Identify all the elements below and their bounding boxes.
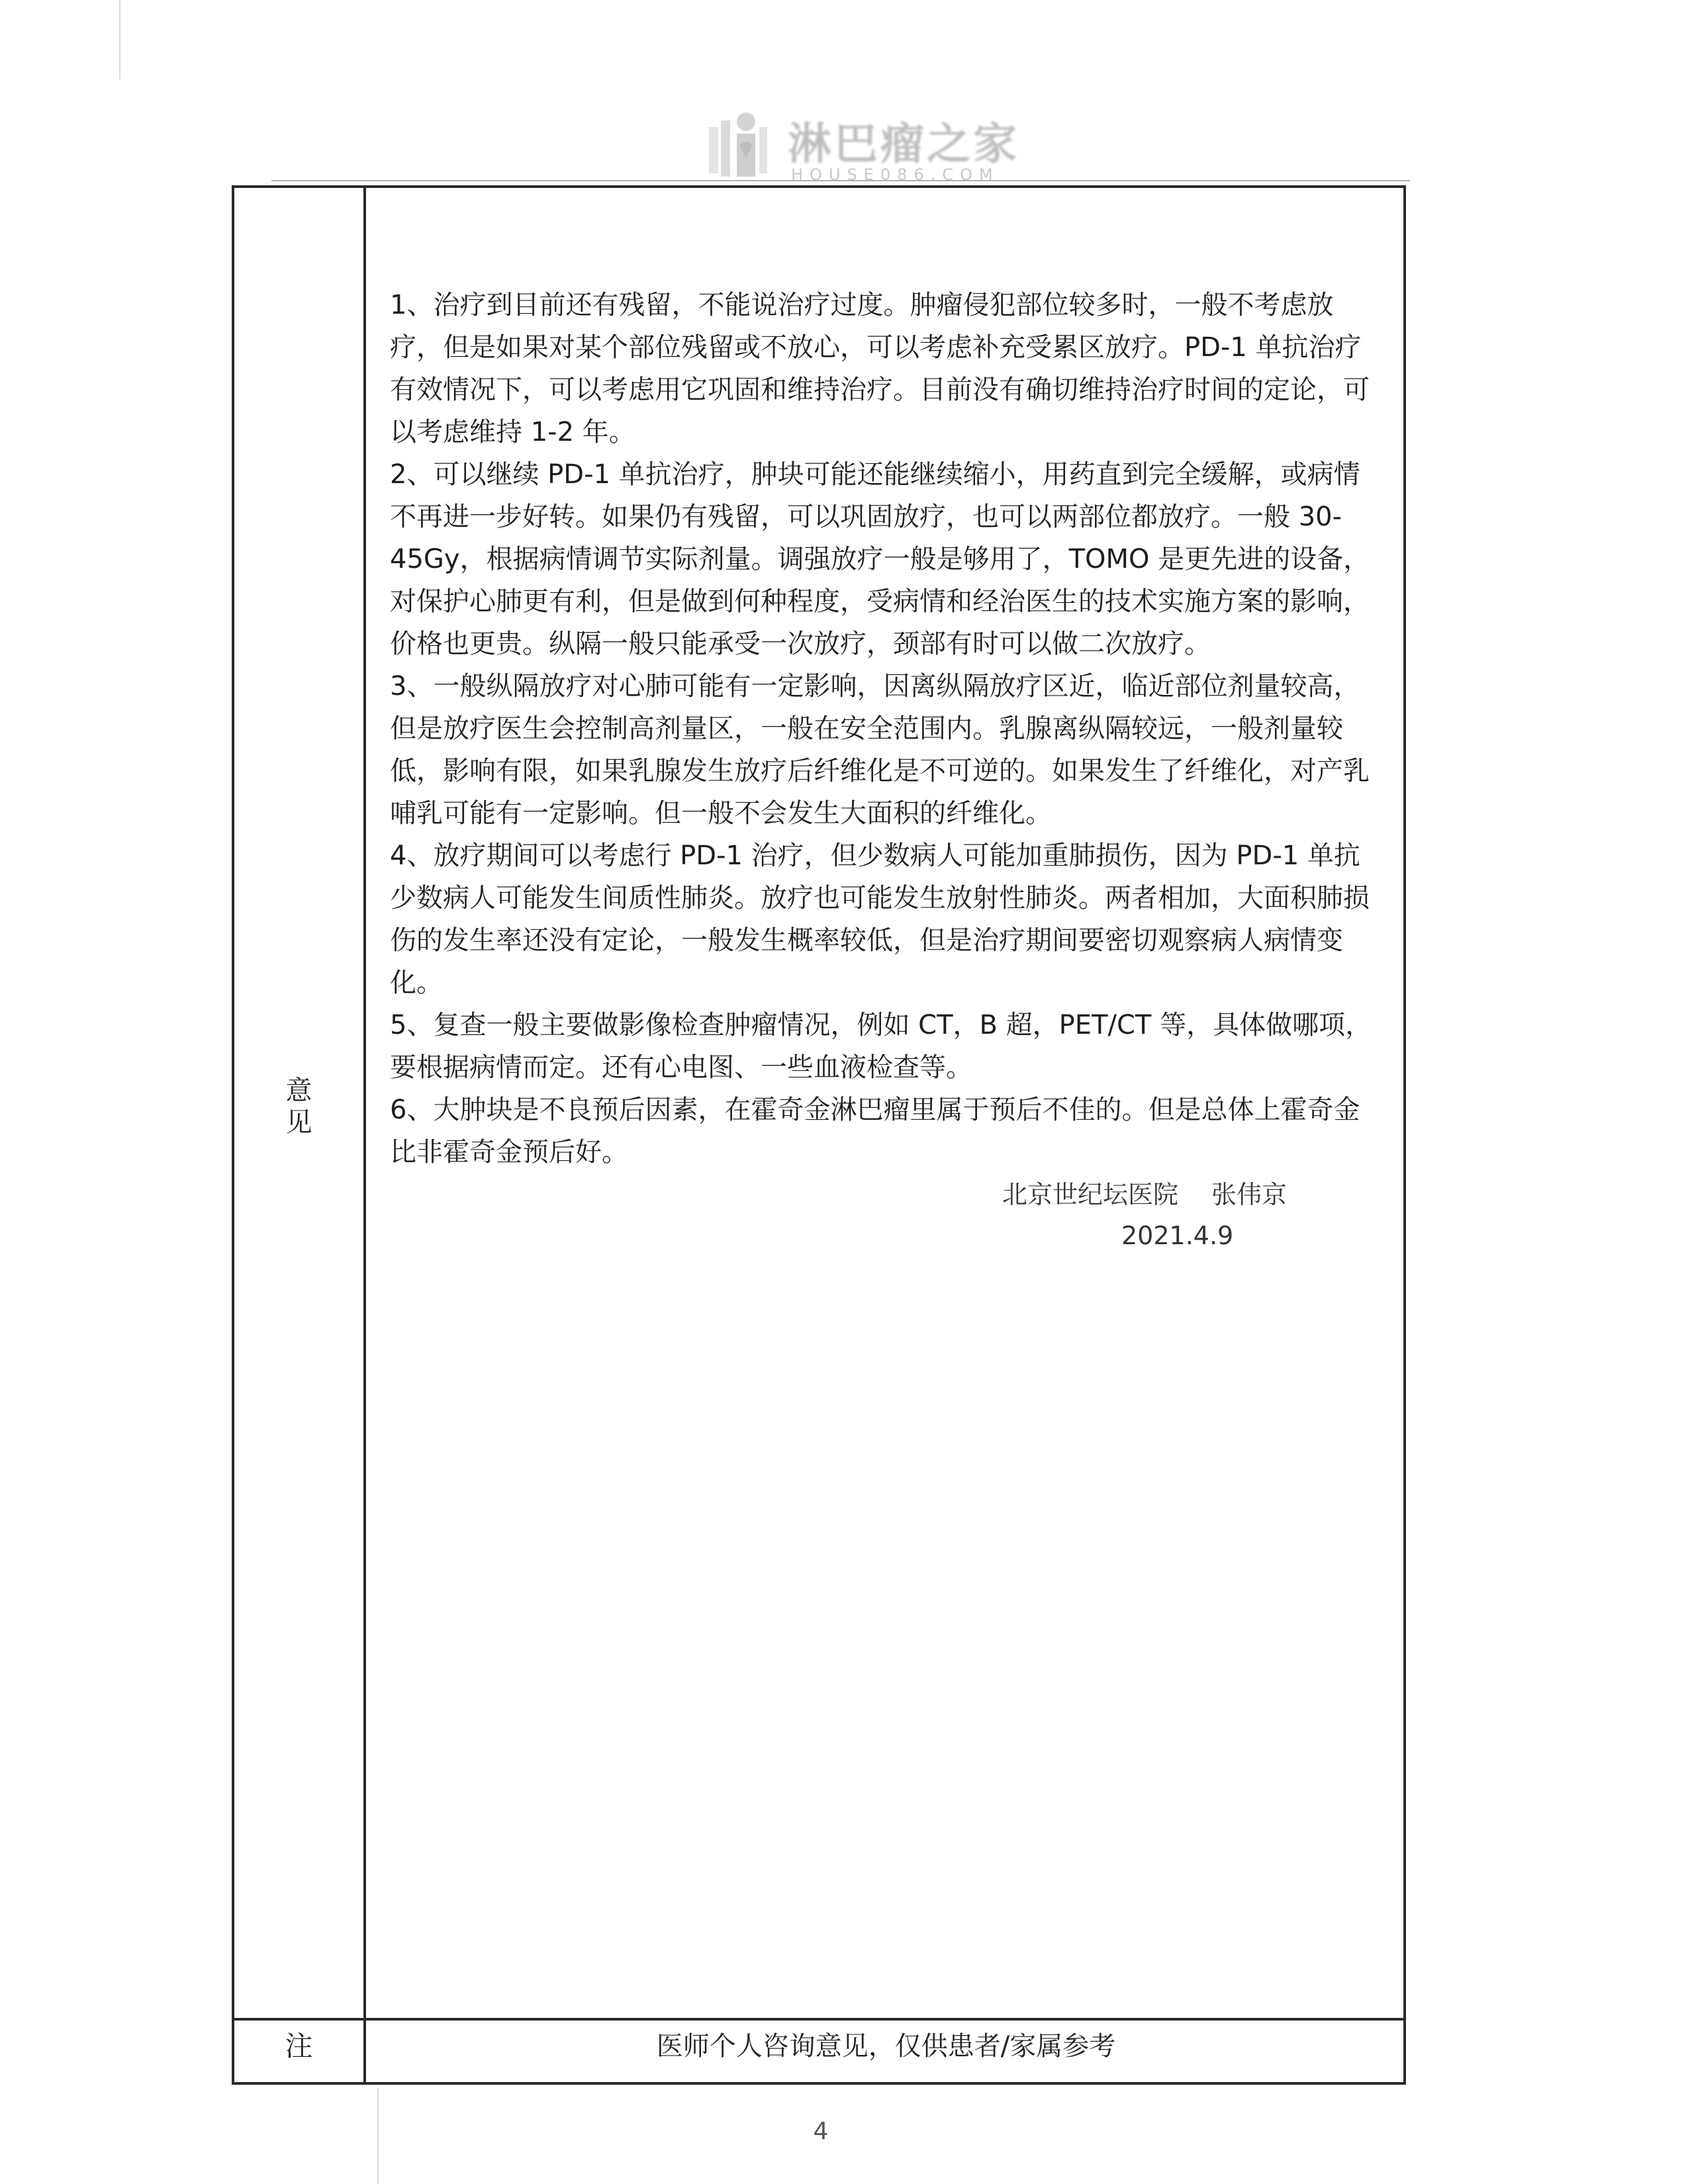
signature-hospital: 北京世纪坛医院	[1002, 1180, 1179, 1209]
logo-domain-text: HOUSE086.COM	[791, 165, 1000, 184]
watermark-logo	[705, 99, 1019, 192]
note-label: 注	[285, 2030, 313, 2062]
row-divider	[234, 2018, 1403, 2021]
opinion-label: 意见	[285, 1075, 312, 1138]
page-number: 4	[813, 2118, 829, 2145]
opinion-form	[232, 185, 1406, 2085]
note-text: 医师个人咨询意见，仅供患者/家属参考	[656, 2031, 1116, 2062]
column-divider	[363, 188, 366, 2082]
opinion-paragraph-4: 4、放疗期间可以考虑行 PD-1 治疗，但少数病人可能加重肺损伤，因为 PD-1 单抗少数病人可能发生间质性肺炎。放疗也可能发生放射性肺炎。两者相加，大面积肺损伤的发生率还没有定论，一般发生概率较低，但是治疗期间要密切观察病人病情变化。	[390, 841, 1370, 998]
logo-people-icon	[705, 107, 778, 183]
scan-artifact-line	[119, 0, 120, 79]
opinion-content	[390, 284, 1383, 1173]
opinion-paragraph-5: 5、复查一般主要做影像检查肿瘤情况，例如 CT，B 超，PET/CT 等，具体做哪项，要根据病情而定。还有心电图、一些血液检查等。	[390, 1010, 1372, 1083]
logo-brand-text: 淋巴瘤之家	[788, 118, 1019, 169]
scan-artifact-line	[377, 2088, 379, 2184]
opinion-paragraph-1: 1、治疗到目前还有残留，不能说治疗过度。肿瘤侵犯部位较多时，一般不考虑放疗，但是如果对某个部位残留或不放心，可以考虑补充受累区放疗。PD-1 单抗治疗有效情况下，可以考虑用它巩固和维持治疗。目前没有确切维持治疗时间的定论，可以考虑维持 1-2 年。	[390, 290, 1370, 447]
opinion-paragraph-3: 3、一般纵隔放疗对心肺可能有一定影响，因离纵隔放疗区近，临近部位剂量较高，但是放疗医生会控制高剂量区，一般在安全范围内。乳腺离纵隔较远，一般剂量较低，影响有限，如果乳腺发生放疗后纤维化是不可逆的。如果发生了纤维化，对产乳哺乳可能有一定影响。但一般不会发生大面积的纤维化。	[390, 671, 1370, 829]
opinion-paragraph-2: 2、可以继续 PD-1 单抗治疗，肿块可能还能继续缩小，用药直到完全缓解，或病情不再进一步好转。如果仍有残留，可以巩固放疗，也可以两部位都放疗。一般 30-45Gy，根据病情调节实际剂量。调强放疗一般是够用了，TOMO 是更先进的设备，对保护心肺更有利，但是做到何种程度，受病情和经治医生的技术实施方案的影响，价格也更贵。纵隔一般只能承受一次放疗，颈部有时可以做二次放疗。	[390, 459, 1370, 659]
opinion-paragraph-6: 6、大肿块是不良预后因素，在霍奇金淋巴瘤里属于预后不佳的。但是总体上霍奇金比非霍奇金预后好。	[390, 1095, 1360, 1167]
signature-doctor: 张伟京	[1211, 1180, 1288, 1209]
signature-block	[1002, 1174, 1333, 1256]
signature-date: 2021.4.9	[1121, 1221, 1234, 1250]
